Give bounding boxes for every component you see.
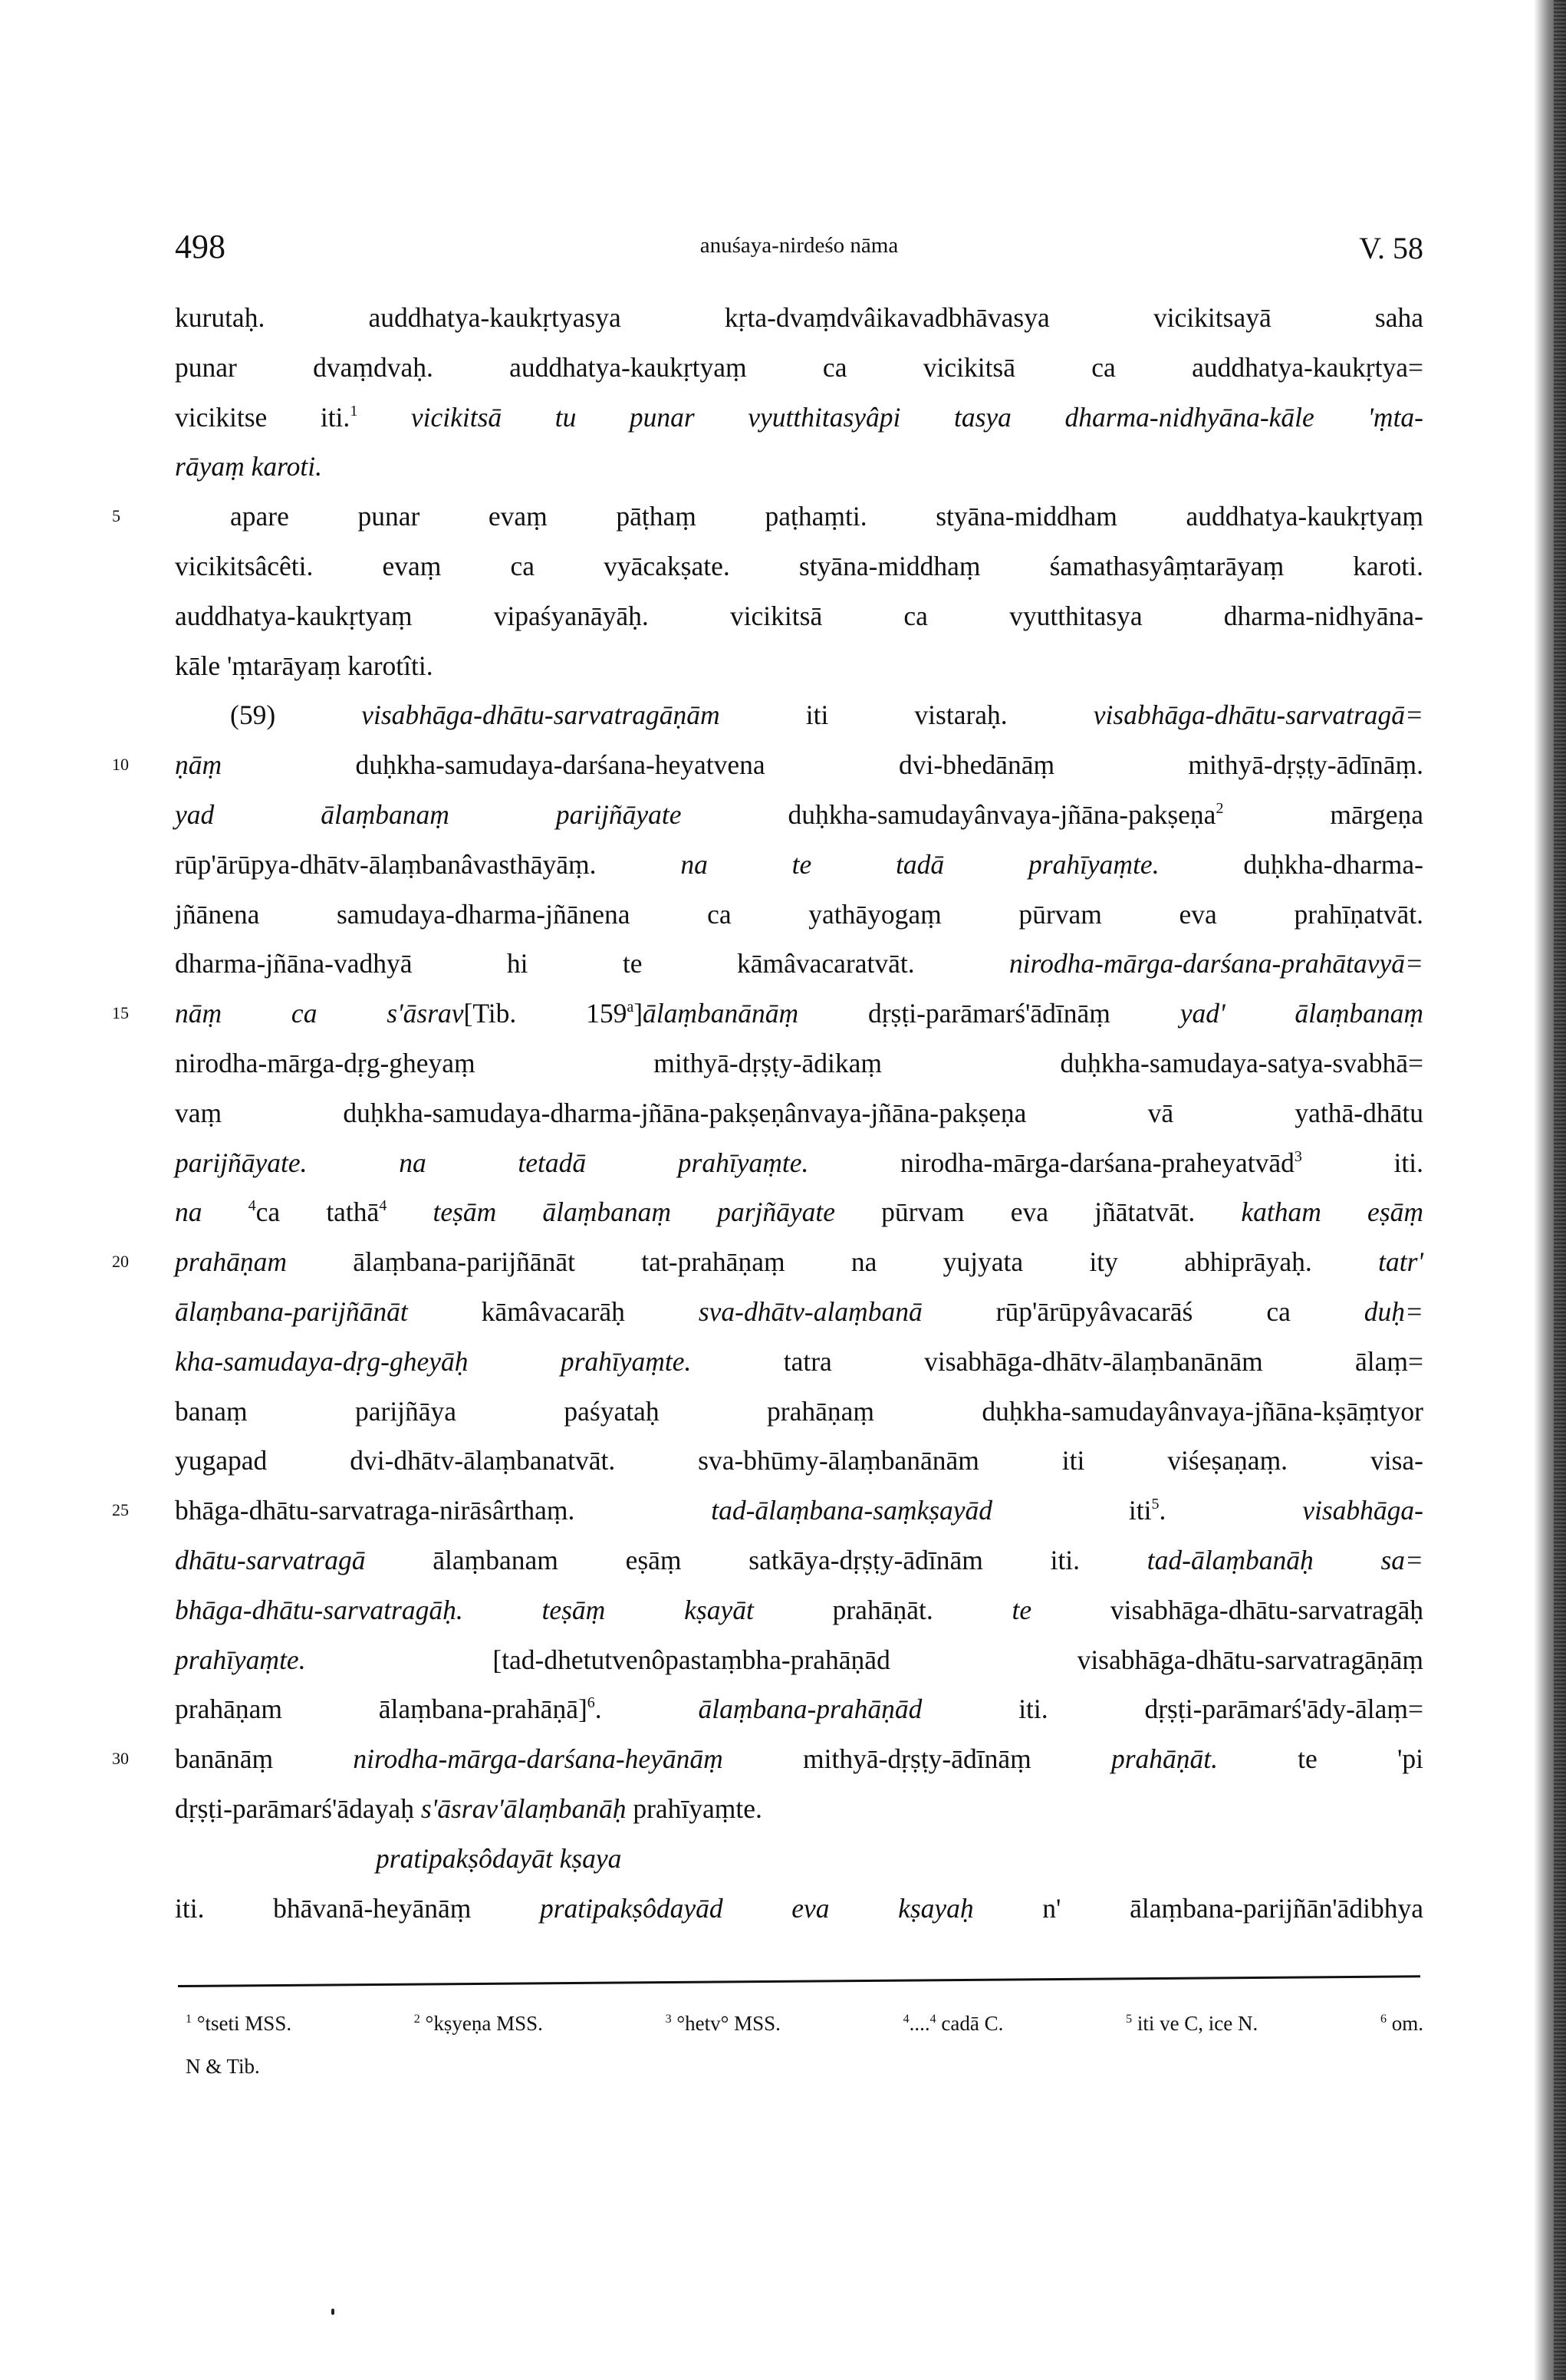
- text-line: [175, 1684, 1423, 1734]
- roman-text: mārgeṇa: [1223, 798, 1423, 830]
- roman-text: te 'pi: [1218, 1743, 1423, 1775]
- roman-text: mithyā-dṛṣṭy-ādīnāṃ: [722, 1743, 1111, 1775]
- line-number: 30: [112, 1749, 129, 1769]
- line-number: 25: [112, 1500, 129, 1520]
- roman-text: visabhāga-dhātu-sarvatragāḥ: [1031, 1594, 1423, 1625]
- text-line: [175, 1337, 1423, 1387]
- italic-text: vicikitsā tu punar vyutthitasyâpi tasya dharma-nidhyāna-kāle 'ṃta-: [410, 401, 1424, 433]
- line-number: 20: [112, 1252, 129, 1272]
- italic-text: prahāṇam: [175, 1246, 287, 1278]
- italic-text: visabhāga-dhātu-sarvatragā=: [1093, 700, 1423, 731]
- roman-text: vicikitsâcêti. evaṃ ca vyācakṣate. styāna-middhaṃ śamathasyâṃtarāyaṃ karoti.: [175, 550, 1423, 581]
- roman-text: banaṃ parijñāya paśyataḥ prahāṇaṃ duḥkha-samudayânvaya-jñāna-kṣāṃtyor: [175, 1395, 1423, 1427]
- roman-text: pūrvam eva jñātatvāt.: [835, 1197, 1242, 1228]
- italic-text: ālaṃbana-prahāṇād: [698, 1694, 923, 1725]
- text-line: [112, 1237, 1423, 1287]
- italic-text: parijñāyate. na tetadā prahīyaṃte.: [175, 1147, 809, 1178]
- roman-text: [Tib. 159: [463, 998, 627, 1029]
- roman-text: kurutaḥ. auddhatya-kaukṛtyasya kṛta-dvaṃdvâikavadbhāvasya vicikitsayā saha: [175, 302, 1423, 333]
- footnotes: [186, 2002, 1423, 2088]
- roman-text: vaṃ duḥkha-samudaya-dharma-jñāna-pakṣeṇânvaya-jñāna-pakṣeṇa vā yathā-dhātu: [175, 1097, 1423, 1128]
- roman-text: dṛṣṭi-parāmarś'ādīnāṃ: [798, 998, 1180, 1029]
- text-line: [112, 989, 1423, 1039]
- roman-text: yugapad dvi-dhātv-ālaṃbanatvāt. sva-bhūmy-ālaṃbanānām iti viśeṣaṇaṃ. visa-: [175, 1445, 1423, 1476]
- text-line: [112, 740, 1423, 790]
- italic-text: visabhāga-dhātu-sarvatragāṇām: [361, 700, 720, 731]
- italic-text: visabhāga-: [1302, 1495, 1423, 1526]
- footnote-item: $^6$ om.: [1380, 2012, 1423, 2035]
- italic-text: yad ālaṃbanaṃ parijñāyate: [175, 798, 682, 830]
- footnote-marker: 3: [1294, 1147, 1302, 1165]
- italic-text: na te tadā prahīyaṃte.: [680, 848, 1160, 880]
- italic-text: tad-ālaṃbana-saṃkṣayād: [711, 1495, 993, 1526]
- section-reference: V. 58: [1359, 231, 1423, 265]
- roman-text: iti. dṛṣṭi-parāmarś'ādy-ālaṃ=: [922, 1694, 1423, 1725]
- roman-text: nirodha-mārga-dṛg-gheyaṃ mithyā-dṛṣṭy-ādikaṃ duḥkha-samudaya-satya-svabhā=: [175, 1047, 1423, 1078]
- text-line: [175, 1635, 1423, 1685]
- page-header: [175, 227, 1423, 273]
- italic-text: teṣām ālaṃbanaṃ parjñāyate: [387, 1197, 836, 1228]
- text-line: [175, 1387, 1423, 1437]
- text-line: [175, 890, 1423, 940]
- roman-text: kāle 'ṃtarāyaṃ karotîti.: [175, 650, 433, 681]
- text-line: [175, 591, 1423, 641]
- italic-text: yad' ālaṃbanaṃ: [1179, 998, 1423, 1029]
- italic-text: katham eṣāṃ: [1241, 1197, 1424, 1228]
- italic-text: sva-dhātv-alaṃbanā: [698, 1295, 923, 1327]
- text-line: [175, 690, 1423, 740]
- italic-text: ālaṃbanānāṃ: [643, 998, 799, 1029]
- roman-text: iti: [992, 1495, 1152, 1526]
- italic-text: te: [1012, 1594, 1032, 1625]
- roman-text: iti vistaraḥ.: [719, 700, 1094, 731]
- footnote-continuation: N & Tib.: [186, 2055, 260, 2078]
- roman-text: vicikitse iti.: [175, 401, 350, 433]
- roman-text: n' ālaṃbana-parijñān'ādibhya: [973, 1892, 1423, 1924]
- roman-text: nirodha-mārga-darśana-praheyatvād: [808, 1147, 1295, 1178]
- italic-text: tatr': [1378, 1246, 1423, 1278]
- roman-text: banānāṃ: [175, 1743, 354, 1775]
- text-line: [175, 1039, 1423, 1088]
- text-line: [175, 1088, 1423, 1138]
- roman-text: duḥkha-samudayânvaya-jñāna-pakṣeṇa: [681, 798, 1216, 830]
- roman-text: ālaṃbana-parijñānāt tat-prahāṇaṃ na yujyata ity abhiprāyaḥ.: [286, 1246, 1379, 1278]
- page-number: 498: [175, 228, 225, 265]
- roman-text: .: [1159, 1495, 1303, 1526]
- roman-text: [tad-dhetutvenôpastaṃbha-prahāṇād visabhāga-dhātu-sarvatragāṇāṃ: [305, 1644, 1423, 1675]
- text-line: [175, 790, 1423, 840]
- print-speck: [331, 2309, 334, 2315]
- text-line: [175, 442, 1423, 492]
- roman-text: jñānena samudaya-dharma-jñānena ca yathāyogaṃ pūrvam eva prahīṇatvāt.: [175, 898, 1423, 930]
- text-line: [175, 1834, 1423, 1884]
- footnote-marker: 6: [587, 1694, 595, 1712]
- roman-text: iti. bhāvanā-heyānāṃ: [175, 1892, 540, 1924]
- text-line: [175, 1884, 1423, 1934]
- text-line: [175, 939, 1423, 989]
- footnote-marker: a: [627, 999, 634, 1016]
- italic-text: ṇāṃ: [175, 749, 222, 781]
- line-number: 15: [112, 1003, 129, 1023]
- roman-text: kāmâvacarāḥ: [407, 1295, 699, 1327]
- footnote-marker: 1: [350, 402, 358, 420]
- roman-text: ca tathā: [255, 1197, 380, 1228]
- footnote-item: $^2$ °kṣyeṇa MSS.: [413, 2012, 543, 2035]
- footnote-item: $^1$ °tseti MSS.: [186, 2012, 292, 2035]
- italic-text: nāṃ ca s'āsrav: [175, 998, 464, 1029]
- text-line: [112, 492, 1423, 542]
- text-line: [175, 542, 1423, 591]
- footnote-marker: 4: [379, 1197, 387, 1215]
- text-line: [175, 1187, 1423, 1237]
- running-title: anuśaya-nirdeśo nāma: [699, 233, 899, 258]
- roman-text: duḥkha-samudaya-darśana-heyatvena dvi-bhedānāṃ mithyā-dṛṣṭy-ādīnāṃ.: [222, 749, 1423, 781]
- italic-text: na: [175, 1197, 248, 1228]
- text-line: [175, 343, 1423, 393]
- text-line: [175, 293, 1423, 343]
- italic-text: ālaṃbana-parijñānāt: [175, 1295, 408, 1327]
- text-line: [175, 1287, 1423, 1337]
- main-text: [112, 293, 1424, 1933]
- roman-text: prahāṇam ālaṃbana-prahāṇā]: [175, 1694, 587, 1725]
- footnote-item: $^5$ iti ve C, ice N.: [1126, 2012, 1258, 2035]
- roman-text: [357, 402, 411, 433]
- text-line: [112, 1734, 1423, 1784]
- italic-text: prahāṇāt.: [1110, 1743, 1218, 1775]
- roman-text: auddhatya-kaukṛtyaṃ vipaśyanāyāḥ. vicikitsā ca vyutthitasya dharma-nidhyāna-: [175, 600, 1423, 631]
- italic-text: tad-ālaṃbanāḥ sa=: [1147, 1544, 1423, 1575]
- roman-text: rūp'ārūpyâvacarāś ca: [922, 1295, 1364, 1327]
- italic-text: pratipakṣôdayāt kṣaya: [376, 1842, 622, 1874]
- text-line: [175, 1784, 1423, 1834]
- roman-text: punar dvaṃdvaḥ. auddhatya-kaukṛtyaṃ ca vicikitsā ca auddhatya-kaukṛtya=: [175, 351, 1423, 383]
- italic-text: rāyaṃ karoti.: [175, 451, 322, 482]
- footnote-marker: 5: [1151, 1496, 1160, 1513]
- italic-text: nirodha-mārga-darśana-heyānāṃ: [353, 1743, 723, 1775]
- text-line: [175, 1436, 1423, 1486]
- footnote-divider: [178, 1975, 1420, 1987]
- text-line: [175, 393, 1423, 443]
- text-line: [175, 1585, 1423, 1635]
- roman-text: bhāga-dhātu-sarvatraga-nirāsârthaṃ.: [175, 1495, 712, 1526]
- italic-text: pratipakṣôdayād eva kṣayaḥ: [539, 1892, 974, 1924]
- roman-text: prahīyaṃte.: [626, 1792, 762, 1824]
- text-line: [175, 1138, 1423, 1188]
- footnote-marker: 4: [248, 1197, 256, 1215]
- italic-text: prahīyaṃte.: [175, 1644, 306, 1675]
- italic-text: duḥ=: [1364, 1295, 1423, 1327]
- roman-text: ālaṃbanam eṣāṃ satkāya-dṛṣṭy-ādīnām iti.: [365, 1544, 1147, 1575]
- italic-text: s'āsrav'ālaṃbanāḥ: [420, 1792, 627, 1824]
- line-number: 5: [112, 506, 120, 526]
- roman-text: dharma-jñāna-vadhyā hi te kāmâvacaratvāt.: [175, 948, 1009, 979]
- page-edge-binding: [1554, 0, 1566, 2380]
- footnote-line: [186, 2002, 1423, 2045]
- roman-text: dṛṣṭi-parāmarś'ādayaḥ: [175, 1792, 421, 1824]
- roman-text: ]: [633, 998, 643, 1029]
- text-line: [175, 1536, 1423, 1585]
- footnote-item: $^3$ °hetv° MSS.: [665, 2012, 781, 2035]
- italic-text: kha-samudaya-dṛg-gheyāḥ prahīyaṃte.: [175, 1345, 692, 1377]
- italic-text: dhātu-sarvatragā: [175, 1544, 366, 1575]
- text-line: [112, 1486, 1423, 1536]
- roman-text: (59): [230, 700, 362, 731]
- italic-text: nirodha-mārga-darśana-prahātavyā=: [1009, 948, 1423, 979]
- footnote-marker: 2: [1216, 799, 1224, 817]
- roman-text: duḥkha-dharma-: [1159, 848, 1423, 880]
- roman-text: .: [594, 1694, 699, 1725]
- footnote-item: $^4$....$^4$ cadā C.: [903, 2012, 1004, 2035]
- text-line: [175, 641, 1423, 691]
- italic-text: bhāga-dhātu-sarvatragāḥ. teṣāṃ kṣayāt: [175, 1594, 754, 1625]
- roman-text: iti.: [1301, 1147, 1424, 1178]
- roman-text: apare punar evaṃ pāṭhaṃ paṭhaṃti. styāna-middham auddhatya-kaukṛtyaṃ: [230, 501, 1423, 532]
- text-line: [175, 840, 1423, 890]
- roman-text: rūp'ārūpya-dhātv-ālaṃbanâvasthāyāṃ.: [175, 848, 681, 880]
- roman-text: prahāṇāt.: [753, 1594, 1012, 1625]
- line-number: 10: [112, 755, 129, 775]
- roman-text: tatra visabhāga-dhātv-ālaṃbanānām ālaṃ=: [691, 1345, 1424, 1377]
